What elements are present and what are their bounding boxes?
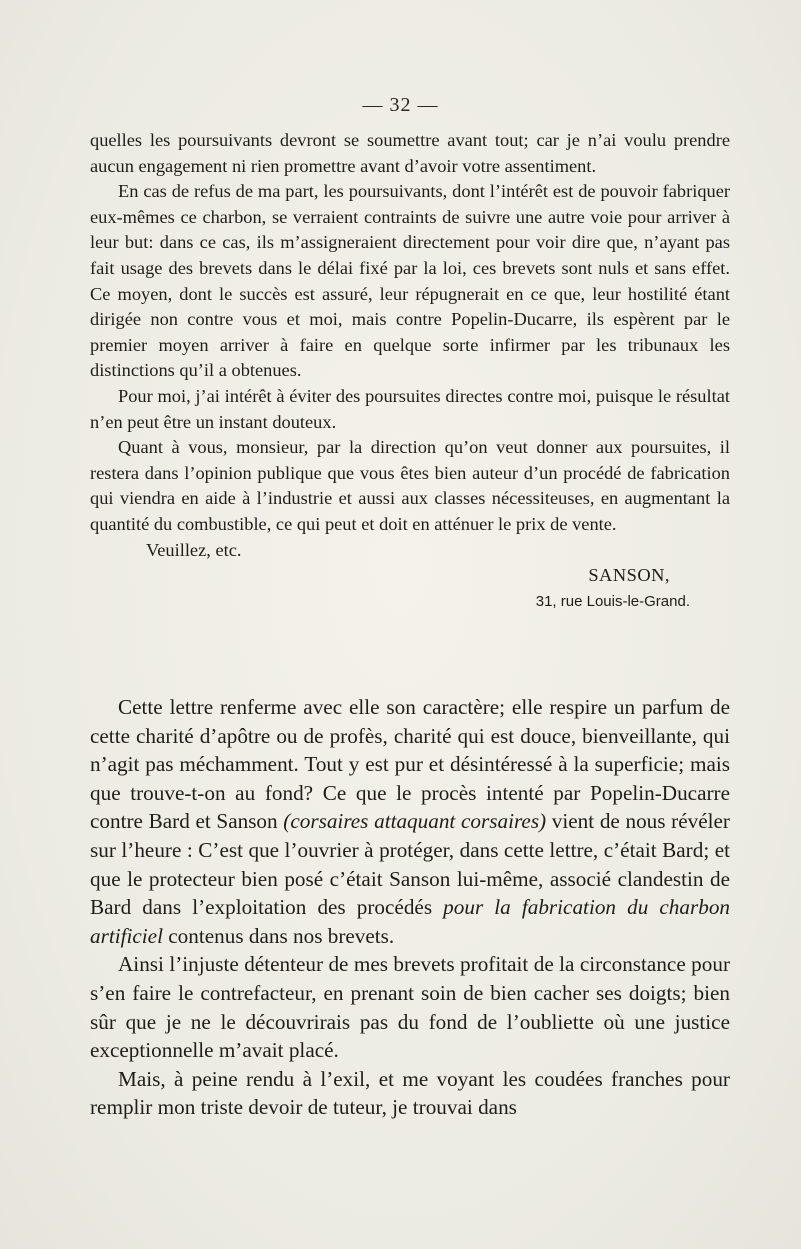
commentary-text: vient de nous révéler sur l’heure : C’est que l’ouvrier à protéger, dans cette lettre, c’était Bard; et que le protecteur bien posé c’était Sanson lui-même, associé clandestin de Bard dans l’exploitation des procédés bbox=[90, 809, 730, 920]
commentary-text: Cette lettre renferme avec elle son caractère; elle respire un parfum de cette charité d’apôtre ou de profès, charité qui est douce, bienveillante, qui n’agit pas méchamment. Tout y est pur et désintéressé à la superficie; mais que trouve-t-on au fond? Ce que le procès intenté par Popelin-Ducarre contre Bard et Sanson bbox=[90, 695, 730, 834]
commentary-italic: pour la fabrication du charbon artificiel bbox=[90, 895, 731, 948]
commentary-text: contenus dans nos brevets. bbox=[168, 923, 395, 948]
letter-address: 31, rue Louis-le-Grand. bbox=[535, 592, 690, 610]
commentary-paragraph: Mais, à peine rendu à l’exil, et me voyant les coudées franches pour remplir mon triste devoir de tuteur, je trouvai dans bbox=[90, 1066, 730, 1120]
letter-paragraph: Pour moi, j’ai intérêt à éviter des poursuites directes contre moi, puisque le résultat n’en peut être un instant douteux. bbox=[90, 385, 730, 432]
commentary-italic: (corsaires attaquant corsaires) bbox=[283, 809, 547, 834]
commentary-paragraph: Ainsi l’injuste détenteur de mes brevets profitait de la circonstance pour s’en faire le contrefacteur, en prenant soin de bien cacher ses doigts; bien sûr que je ne le découvrirais pas du fond de l’oubliette où une justice exceptionnelle m’avait placé. bbox=[90, 952, 730, 1063]
letter-signature: SANSON, bbox=[588, 565, 670, 586]
letter-closing: Veuillez, etc. bbox=[146, 539, 242, 560]
letter-body bbox=[90, 128, 730, 615]
letter-paragraph: Quant à vous, monsieur, par la direction qu’on veut donner aux poursuites, il restera dans l’opinion publique que vous êtes bien auteur d’un procédé de fabrication qui viendra en aide à l’industrie et aussi aux classes nécessiteuses, en augmentant la quantité du combustible, ce qui peut et doit en atténuer le prix de vente. bbox=[90, 437, 730, 534]
commentary-paragraph bbox=[90, 693, 730, 950]
page-number: — 32 — bbox=[362, 94, 439, 116]
letter-paragraph: En cas de refus de ma part, les poursuivants, dont l’intérêt est de pouvoir fabriquer eux-mêmes ce charbon, se verraient contraints de suivre une autre voie pour arriver à leur but: dans ce cas, ils m’assigneraient directement pour voir dire que, n’ayant pas fait usage des brevets dans le délai fixé par la loi, ces brevets sont nuls et sans effet. Ce moyen, dont le succès est assuré, leur répugnerait en ce que, leur hostilité étant dirigée non contre vous et moi, mais contre Popelin-Ducarre, ils espèrent par le premier moyen arriver à faire en quelque sorte infirmer par les tribunaux les distinctions qu’il a obtenues. bbox=[90, 181, 730, 381]
letter-paragraph: quelles les poursuivants devront se soumettre avant tout; car je n’ai voulu prendre aucun engagement ni rien promettre avant d’avoir votre assentiment. bbox=[90, 130, 730, 176]
commentary-body bbox=[90, 693, 730, 1122]
